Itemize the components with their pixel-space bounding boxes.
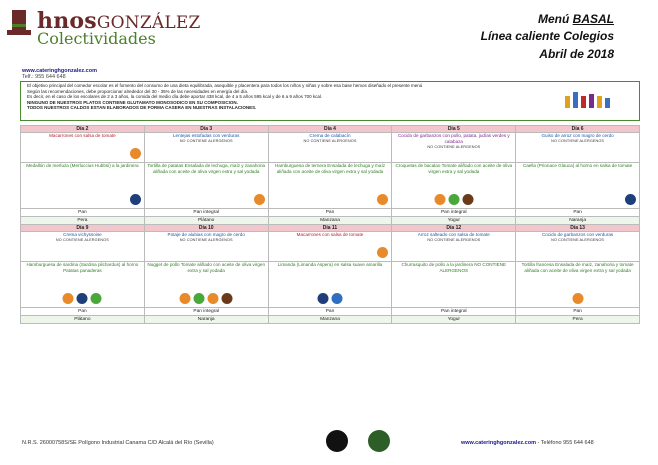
second-course: Hamburguesa de sardina (Sardina pilchardus) al horno Patatas panaderas bbox=[21, 262, 145, 308]
allergen-egg-icon bbox=[572, 293, 583, 304]
allergen-fish-icon bbox=[130, 194, 141, 205]
bread: Pan integral bbox=[144, 308, 268, 316]
second-course: Churrasquito de pollo a la jardinera NO CONTIENE ALERGENOS bbox=[392, 262, 516, 308]
first-course: Arroz salteado con salsa de tomate NO CONTIENE ALERGENOS bbox=[392, 232, 516, 262]
dessert: Plátano bbox=[144, 217, 268, 225]
second-course: Limanda (Limanda Aspera) en salsa suave amarilla bbox=[268, 262, 392, 308]
bread: Pan bbox=[268, 308, 392, 316]
first-course: Cocido de garbanzos con pollo, patata, judías verdes y calabaza NO CONTIENE ALERGENOS bbox=[392, 133, 516, 163]
dessert: Yogur bbox=[392, 316, 516, 324]
day-header: Día 6 bbox=[516, 126, 640, 133]
bread: Pan bbox=[21, 209, 145, 217]
second-course: Nugget de pollo Tomate aliñado con aceite de oliva virgen extra y sal yodada bbox=[144, 262, 268, 308]
first-course: Macarrones con salsa de tomate bbox=[268, 232, 392, 262]
bread: Pan integral bbox=[392, 308, 516, 316]
bread: Pan integral bbox=[144, 209, 268, 217]
first-course: Cocido de garbanzos con verduras NO CONTIENE ALERGENOS bbox=[516, 232, 640, 262]
day-header: Día 9 bbox=[21, 225, 145, 232]
bread: Pan bbox=[268, 209, 392, 217]
first-course: Guiso de arroz con magro de cerdo NO CONTIENE ALERGENOS bbox=[516, 133, 640, 163]
intro-paragraph: Es decir, en el caso de los escolares de 2 a 3 años, la comida del medio día debe aportar 438 kcal, de 4 a 5 años 595 kcal y de 6 a 9 años 700 kcal. bbox=[27, 94, 323, 100]
quality-seal-icon bbox=[368, 430, 390, 452]
menu-month: Abril de 2018 bbox=[539, 47, 614, 61]
menu-table bbox=[20, 125, 640, 324]
second-course: Medallón de merluza (Merluccius Hubbsi) a la jardinera bbox=[21, 163, 145, 209]
day-header: Día 13 bbox=[516, 225, 640, 232]
bread: Pan bbox=[516, 308, 640, 316]
top-hat-icon bbox=[7, 6, 31, 46]
phone-number: Telf.: 955 644 648 bbox=[22, 74, 66, 80]
allergen-fish-icon bbox=[625, 194, 636, 205]
allergen-egg-icon bbox=[208, 293, 219, 304]
allergen-gluten-icon bbox=[377, 194, 388, 205]
second-course: Tortilla de patatas Ensalada de lechuga, maíz y zanahoria aliñada con aceite de oliva virgen extra y sal yodada bbox=[144, 163, 268, 209]
second-course: Caella (Prionace Glauca) al horno en salsa de tomate bbox=[516, 163, 640, 209]
website-link[interactable]: www.cateringhgonzalez.com bbox=[22, 68, 97, 74]
menu-title: Menú BASAL bbox=[537, 12, 614, 26]
allergen-egg-icon bbox=[254, 194, 265, 205]
dessert: Plátano bbox=[21, 316, 145, 324]
dessert: Yogur bbox=[392, 217, 516, 225]
dessert: Pera bbox=[21, 217, 145, 225]
dessert: Pera bbox=[516, 316, 640, 324]
day-header: Día 11 bbox=[268, 225, 392, 232]
footer-address: N.R.S. 26000758S/SE Polígono Industrial Canama C/D Alcalá del Río (Sevilla) bbox=[22, 440, 214, 446]
allergen-fish-icon bbox=[317, 293, 328, 304]
bread: Pan integral bbox=[392, 209, 516, 217]
intro-paragraph: El objetivo principal del comedor escolar es el fomento del consumo de una dieta equilibrada, asequible y placentera para todos los niños y niñas y sobre esa base hemos diseñado el presente menú bbox=[27, 83, 423, 88]
allergen-celery-icon bbox=[91, 293, 102, 304]
allergen-gluten-icon bbox=[377, 247, 388, 258]
second-course: Tortilla francesa Ensalada de maíz, zanahoria y tomate aliñada con aceite de oliva virgen extra y sal yodada bbox=[516, 262, 640, 308]
bread: Pan bbox=[21, 308, 145, 316]
allergen-gluten-icon bbox=[434, 194, 445, 205]
day-header: Día 3 bbox=[144, 126, 268, 133]
first-course: Crema vichyssoise NO CONTIENE ALERGENOS bbox=[21, 232, 145, 262]
second-course: Hamburguesa de ternera Ensalada de lechuga y maíz aliñada con aceite de oliva virgen extra y sal yodada bbox=[268, 163, 392, 209]
allergen-milk-icon bbox=[462, 194, 473, 205]
allergen-gluten-icon bbox=[180, 293, 191, 304]
menu-line: Línea caliente Colegios bbox=[480, 29, 614, 43]
allergen-fish-icon bbox=[77, 293, 88, 304]
intro-notice: TODOS NUESTROS CALDOS ESTAN ELABORADOS DE FORMA CASERA EN NUESTRAS INSTALACIONES. bbox=[27, 105, 257, 111]
footer-website-link[interactable]: www.cateringhgonzalez.com bbox=[461, 440, 536, 446]
day-header: Día 10 bbox=[144, 225, 268, 232]
dessert: Naranja bbox=[144, 316, 268, 324]
intro-box bbox=[20, 81, 640, 121]
second-course: Croquetas de bacalao Tomate aliñado con aceite de oliva virgen extra y sal yodada bbox=[392, 163, 516, 209]
first-course: Potaje de alubias con magro de cerdo NO CONTIENE ALERGENOS bbox=[144, 232, 268, 262]
first-course: Crema de calabacín NO CONTIENE ALERGENOS bbox=[268, 133, 392, 163]
dessert: Manzana bbox=[268, 217, 392, 225]
dessert: Naranja bbox=[516, 217, 640, 225]
allergen-icons bbox=[563, 88, 613, 114]
first-course: Macarrones con salsa de tomate bbox=[21, 133, 145, 163]
intro-paragraph: Según las recomendaciones, debe proporcionar alrededor del 30 - 35% de las necesidades en energía del día. bbox=[27, 88, 249, 94]
first-course: Lentejas estofadas con verduras NO CONTIENE ALERGENOS bbox=[144, 133, 268, 163]
company-logo bbox=[7, 6, 201, 50]
day-header: Día 2 bbox=[21, 126, 145, 133]
footer-contact: www.cateringhgonzalez.com - Teléfono 955 644 648 bbox=[461, 440, 594, 446]
day-header: Día 4 bbox=[268, 126, 392, 133]
allergen-gluten-icon bbox=[63, 293, 74, 304]
allergen-sulphite-icon bbox=[331, 293, 342, 304]
bread: Pan bbox=[516, 209, 640, 217]
allergen-milk-icon bbox=[222, 293, 233, 304]
allergen-celery-icon bbox=[194, 293, 205, 304]
dessert: Manzana bbox=[268, 316, 392, 324]
day-header: Día 12 bbox=[392, 225, 516, 232]
allergen-gluten-icon bbox=[130, 148, 141, 159]
intro-notice: NINGUNO DE NUESTROS PLATOS CONTIENE GLUTAMATO MONOSODICO EN SU COMPOSICION. bbox=[27, 99, 238, 105]
brand-subtitle: Colectividades bbox=[37, 29, 156, 48]
day-header: Día 5 bbox=[392, 126, 516, 133]
allergen-celery-icon bbox=[448, 194, 459, 205]
certification-seal-icon bbox=[326, 430, 348, 452]
brand-name: hnosGONZÁLEZ bbox=[37, 8, 201, 34]
